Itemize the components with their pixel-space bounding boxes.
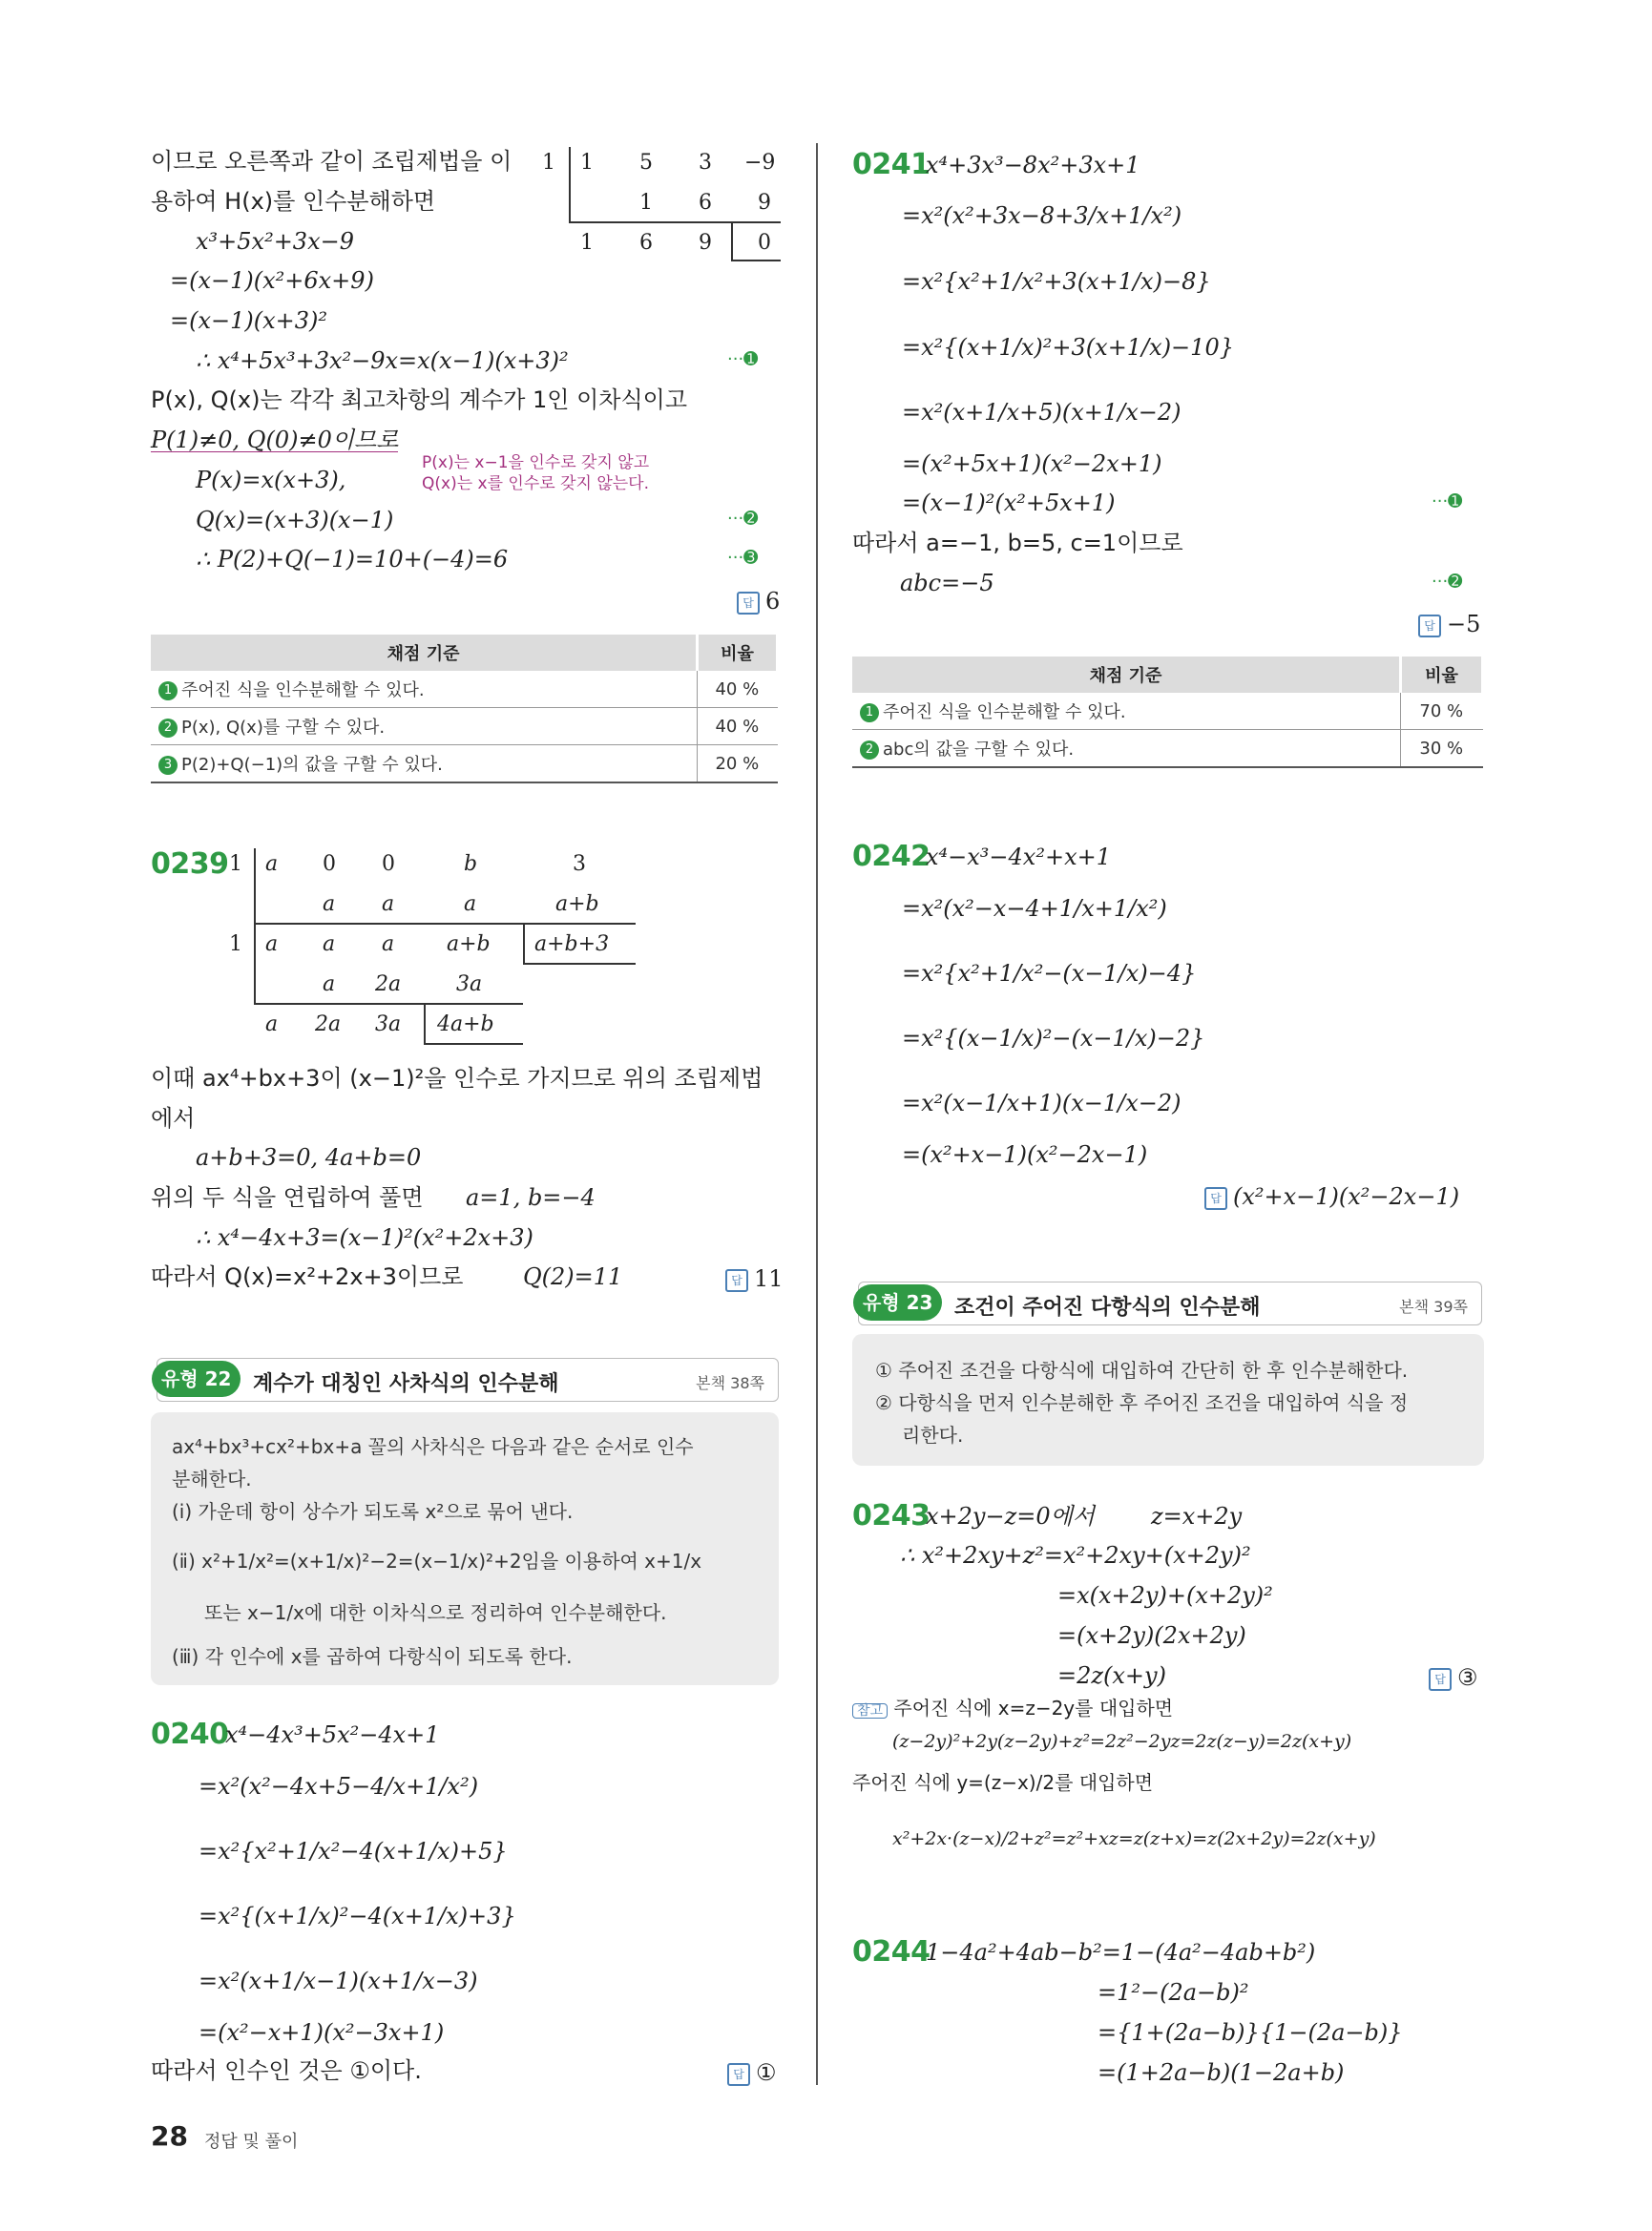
equation: ={1+(2a−b)}{1−(2a−b)} [1098,2019,1403,2046]
box-line: (ⅲ) 각 인수에 x를 곱하여 다항식이 되도록 한다. [172,1645,573,1668]
synth-hline [569,221,781,223]
equation: =x²(x+1/x+5)(x+1/x−2) [902,399,1181,426]
grading-row [852,693,1401,730]
synth-root: 1 [229,932,242,956]
grading-table-2 [852,657,1484,768]
synthetic-division-1 [534,143,783,267]
equation: ∴ x²+2xy+z²=x²+2xy+(x+2y)² [900,1542,1251,1569]
synth-mid: 6 [699,191,712,215]
synth-mid: a [382,892,395,916]
type22-box [151,1412,779,1685]
equation: Q(2)=11 [523,1263,623,1290]
answer-icon: 답 [737,592,760,615]
synth-mid: 1 [639,191,653,215]
synth-mid: a [323,892,336,916]
type22-header [157,1358,779,1402]
intro-line-2: 용하여 H(x)를 인수분해하면 [151,188,436,215]
grading-row [151,745,698,783]
equation: abc=−5 [900,570,994,596]
synth-remainder: 0 [758,231,771,255]
text-line: 따라서 a=−1, b=5, c=1이므로 [852,530,1183,556]
synth-coef: 0 [382,852,395,876]
equation: =x²{x²+1/x²−4(x+1/x)+5} [199,1838,508,1865]
step-line: =(x−1)(x+3)² [170,307,328,334]
synth-res: 3a [375,1012,402,1036]
synth-coef: a [382,932,395,956]
equation: =2z(x+y) [1057,1662,1166,1689]
answer-icon: 답 [727,2063,750,2086]
synth-remainder: a+b+3 [534,932,610,956]
synth-mid: a [464,892,477,916]
synth-coef: 0 [323,852,336,876]
conclusion: 따라서 인수인 것은 ①이다. [151,2057,422,2084]
column-divider [816,143,818,2085]
row-text: 주어진 식을 인수분해할 수 있다. [883,702,1126,722]
synth-remainder: 4a+b [437,1012,494,1036]
step-line: Q(x)=(x+3)(x−1) [196,507,394,533]
grading-row [151,708,698,745]
synth-res: 9 [699,231,712,255]
equation: =(x−1)²(x²+5x+1) [902,490,1116,516]
synth-hline [424,1043,523,1045]
box-line: ① 주어진 조건을 다항식에 대입하여 간단히 한 후 인수분해한다. [875,1359,1409,1382]
equation: =x²{(x+1/x)²+3(x+1/x)−10} [902,334,1234,361]
equation: =x²(x²+3x−8+3/x+1/x²) [902,202,1182,229]
synth-hline [523,963,636,965]
type-title: 계수가 대칭인 사차식의 인수분해 [253,1372,559,1396]
answer-value: (x²+x−1)(x²−2x−1) [1233,1183,1460,1210]
answer-value: −5 [1447,611,1481,637]
equation: x⁴−4x³+5x²−4x+1 [225,1721,440,1748]
equation: =(x²−x+1)(x²−3x+1) [199,2019,445,2046]
synth-coef: a+b [447,932,491,956]
problem-number: 0241 [852,148,931,181]
step-line: P(x), Q(x)는 각각 최고차항의 계수가 1인 이차식이고 [151,386,688,413]
step-line: P(x)=x(x+3), [196,467,346,493]
equation: a=1, b=−4 [466,1184,596,1211]
row-text: P(x), Q(x)를 구할 수 있다. [181,718,386,738]
row-number: 1 [860,703,879,722]
synth-coef: a [265,852,279,876]
equation: =(1+2a−b)(1−2a+b) [1098,2059,1345,2086]
step-line: =(x−1)(x²+6x+9) [170,267,374,294]
page-number: 28 [151,2120,188,2152]
type23-box [852,1334,1484,1466]
equation: =x²{(x+1/x)²−4(x+1/x)+3} [199,1903,516,1929]
synth-root: 1 [229,852,242,876]
purple-note [422,452,649,494]
step-marker-2: ···➋ [727,509,759,529]
problem-number: 0239 [151,847,229,881]
answer [727,2059,777,2086]
synth-coef: 1 [580,151,594,175]
equation: =(x+2y)(2x+2y) [1057,1622,1246,1649]
box-line: (ⅰ) 가운데 항이 상수가 되도록 x²으로 묶어 낸다. [172,1500,574,1523]
equation: =x²{x²+1/x²−(x−1/x)−4} [902,960,1197,987]
purple-note-line: P(x)는 x−1을 인수로 갖지 않고 [422,453,650,472]
answer [1204,1183,1459,1210]
answer [737,588,780,615]
row-pct: 30 % [1401,730,1483,768]
synth-coef: 3 [699,151,712,175]
synth-res: 2a [315,1012,342,1036]
row-number: 2 [860,740,879,760]
equation: x⁴+3x³−8x²+3x+1 [926,152,1140,178]
row-pct: 40 % [698,671,778,708]
box-line: ax⁴+bx³+cx²+bx+a 꼴의 사차식은 다음과 같은 순서로 인수 [172,1435,694,1458]
type-ref: 본책 39쪽 [1399,1298,1468,1316]
synth-mid: a [323,972,336,996]
step-line: ∴ P(2)+Q(−1)=10+(−4)=6 [196,546,509,573]
problem-number: 0240 [151,1718,229,1751]
row-text: P(2)+Q(−1)의 값을 구할 수 있다. [181,755,443,775]
synth-root: 1 [542,151,555,175]
equation: =x²(x²−x−4+1/x+1/x²) [902,895,1167,922]
ref-badge: 참고 [852,1703,888,1719]
equation: =x²{x²+1/x²+3(x+1/x)−8} [902,268,1211,295]
synth-vline [254,848,256,925]
type-title: 조건이 주어진 다항식의 인수분해 [954,1296,1261,1320]
grading-row [151,671,698,708]
synth-hline [254,923,636,925]
answer-value: 11 [754,1265,784,1292]
type-badge: 유형 23 [853,1284,942,1321]
text-line: 따라서 Q(x)=x²+2x+3이므로 [151,1263,464,1290]
answer-icon: 답 [725,1269,748,1292]
type-ref: 본책 38쪽 [696,1374,764,1392]
synth-res: 1 [580,231,594,255]
synth-res: 6 [639,231,653,255]
synth-mid: a+b [555,892,599,916]
equation: =(x²+x−1)(x²−2x−1) [902,1141,1148,1168]
answer [1429,1664,1478,1691]
answer [725,1265,784,1292]
answer-icon: 답 [1418,615,1441,637]
step-line: ∴ x⁴+5x³+3x²−9x=x(x−1)(x+3)² [196,347,569,374]
step-marker-3: ···➌ [727,548,759,568]
box-line: 리한다. [902,1424,964,1447]
synth-coef: a [323,932,336,956]
synthetic-division-0239 [227,844,638,1050]
problem-number: 0243 [852,1499,931,1533]
equation: x+2y−z=0에서 [926,1503,1095,1530]
grading-header: 채점 기준 [151,635,698,671]
problem-number: 0242 [852,840,931,873]
text-line: 이때 ax⁴+bx+3이 (x−1)²을 인수로 가지므로 위의 조립제법 [151,1065,763,1092]
answer-icon: 답 [1204,1187,1227,1210]
grading-header: 채점 기준 [852,657,1401,693]
equation: =1²−(2a−b)² [1098,1979,1249,2006]
equation: =x²{(x−1/x)²−(x−1/x)−2} [902,1025,1205,1052]
row-number: 1 [158,681,178,700]
ref-text: 주어진 식에 y=(z−x)/2를 대입하면 [852,1771,1154,1794]
equation: =(x²+5x+1)(x²−2x+1) [902,450,1162,477]
answer-icon: 답 [1429,1668,1452,1691]
synth-mid: 9 [758,191,771,215]
answer-value: ① [756,2059,777,2086]
synth-vline [254,925,256,1005]
synth-vline [569,147,571,223]
step-marker-1: ···➊ [1432,491,1463,511]
synth-coef: 5 [639,151,653,175]
synth-mid: 3a [456,972,483,996]
grading-header: 비율 [698,635,778,671]
synth-vline [424,1003,426,1043]
synth-hline [254,1003,523,1005]
synth-coef: −9 [744,151,776,175]
answer [1418,611,1480,637]
box-line: ② 다항식을 먼저 인수분해한 후 주어진 조건을 대입하여 식을 정 [875,1391,1409,1414]
answer-value: 6 [765,588,781,615]
box-line: (ⅱ) x²+1/x²=(x+1/x)²−2=(x−1/x)²+2임을 이용하여 x+1/x [172,1550,702,1573]
row-number: 3 [158,756,178,775]
synth-mid: 2a [375,972,402,996]
equation: 1−4a²+4ab−b²=1−(4a²−4ab+b²) [926,1939,1316,1966]
row-text: 주어진 식을 인수분해할 수 있다. [181,680,425,700]
equation: =x²(x+1/x−1)(x+1/x−3) [199,1968,478,1994]
purple-note-line: Q(x)는 x를 인수로 갖지 않는다. [422,474,650,494]
grading-header: 비율 [1401,657,1483,693]
footer-label: 정답 및 풀이 [204,2132,299,2152]
synth-coef: 3 [573,852,586,876]
step-line: x³+5x²+3x−9 [196,228,354,255]
row-pct: 70 % [1401,693,1483,730]
ref-text: 주어진 식에 x=z−2y를 대입하면 [893,1697,1174,1720]
row-pct: 40 % [698,708,778,745]
equation: =x²(x²−4x+5−4/x+1/x²) [199,1773,479,1800]
ref-equation: (z−2y)²+2y(z−2y)+z²=2z²−2yz=2z(z−y)=2z(x+y) [892,1731,1352,1752]
type23-header [858,1282,1482,1325]
equation: =x²(x−1/x+1)(x−1/x−2) [902,1090,1181,1116]
grading-row [852,730,1401,768]
step-line: P(1)≠0, Q(0)≠0이므로 [151,427,399,453]
equation: ∴ x⁴−4x+3=(x−1)²(x²+2x+3) [196,1224,533,1251]
box-line: 또는 x−1/x에 대한 이차식으로 정리하여 인수분해한다. [204,1601,667,1624]
synth-coef: b [464,852,478,876]
step-marker-1: ···➊ [727,349,759,369]
type-badge: 유형 22 [152,1361,240,1397]
step-marker-2: ···➋ [1432,572,1463,592]
synth-res: a [265,1012,279,1036]
box-line: 분해한다. [172,1468,252,1491]
problem-number: 0244 [852,1935,931,1969]
ref-equation: x²+2x·(z−x)/2+z²=z²+xz=z(z+x)=z(2x+2y)=2z(x+y) [892,1828,1376,1849]
row-text: abc의 값을 구할 수 있다. [883,740,1075,760]
synth-hline [731,260,781,261]
intro-line-1: 이므로 오른쪽과 같이 조립제법을 이 [151,148,512,175]
row-number: 2 [158,719,178,738]
ref-note [852,1699,1173,1719]
text-line: 위의 두 식을 연립하여 풀면 [151,1184,424,1211]
text-line: 에서 [151,1105,196,1132]
answer-value: ③ [1457,1664,1478,1691]
equation: x⁴−x³−4x²+x+1 [926,844,1111,870]
equation: a+b+3=0, 4a+b=0 [196,1144,422,1171]
synth-vline [731,221,733,260]
equation: z=x+2y [1151,1503,1243,1530]
synth-vline [523,925,525,963]
row-pct: 20 % [698,745,778,783]
grading-table-1 [151,635,779,783]
synth-coef: a [265,932,279,956]
equation: =x(x+2y)+(x+2y)² [1057,1582,1273,1609]
